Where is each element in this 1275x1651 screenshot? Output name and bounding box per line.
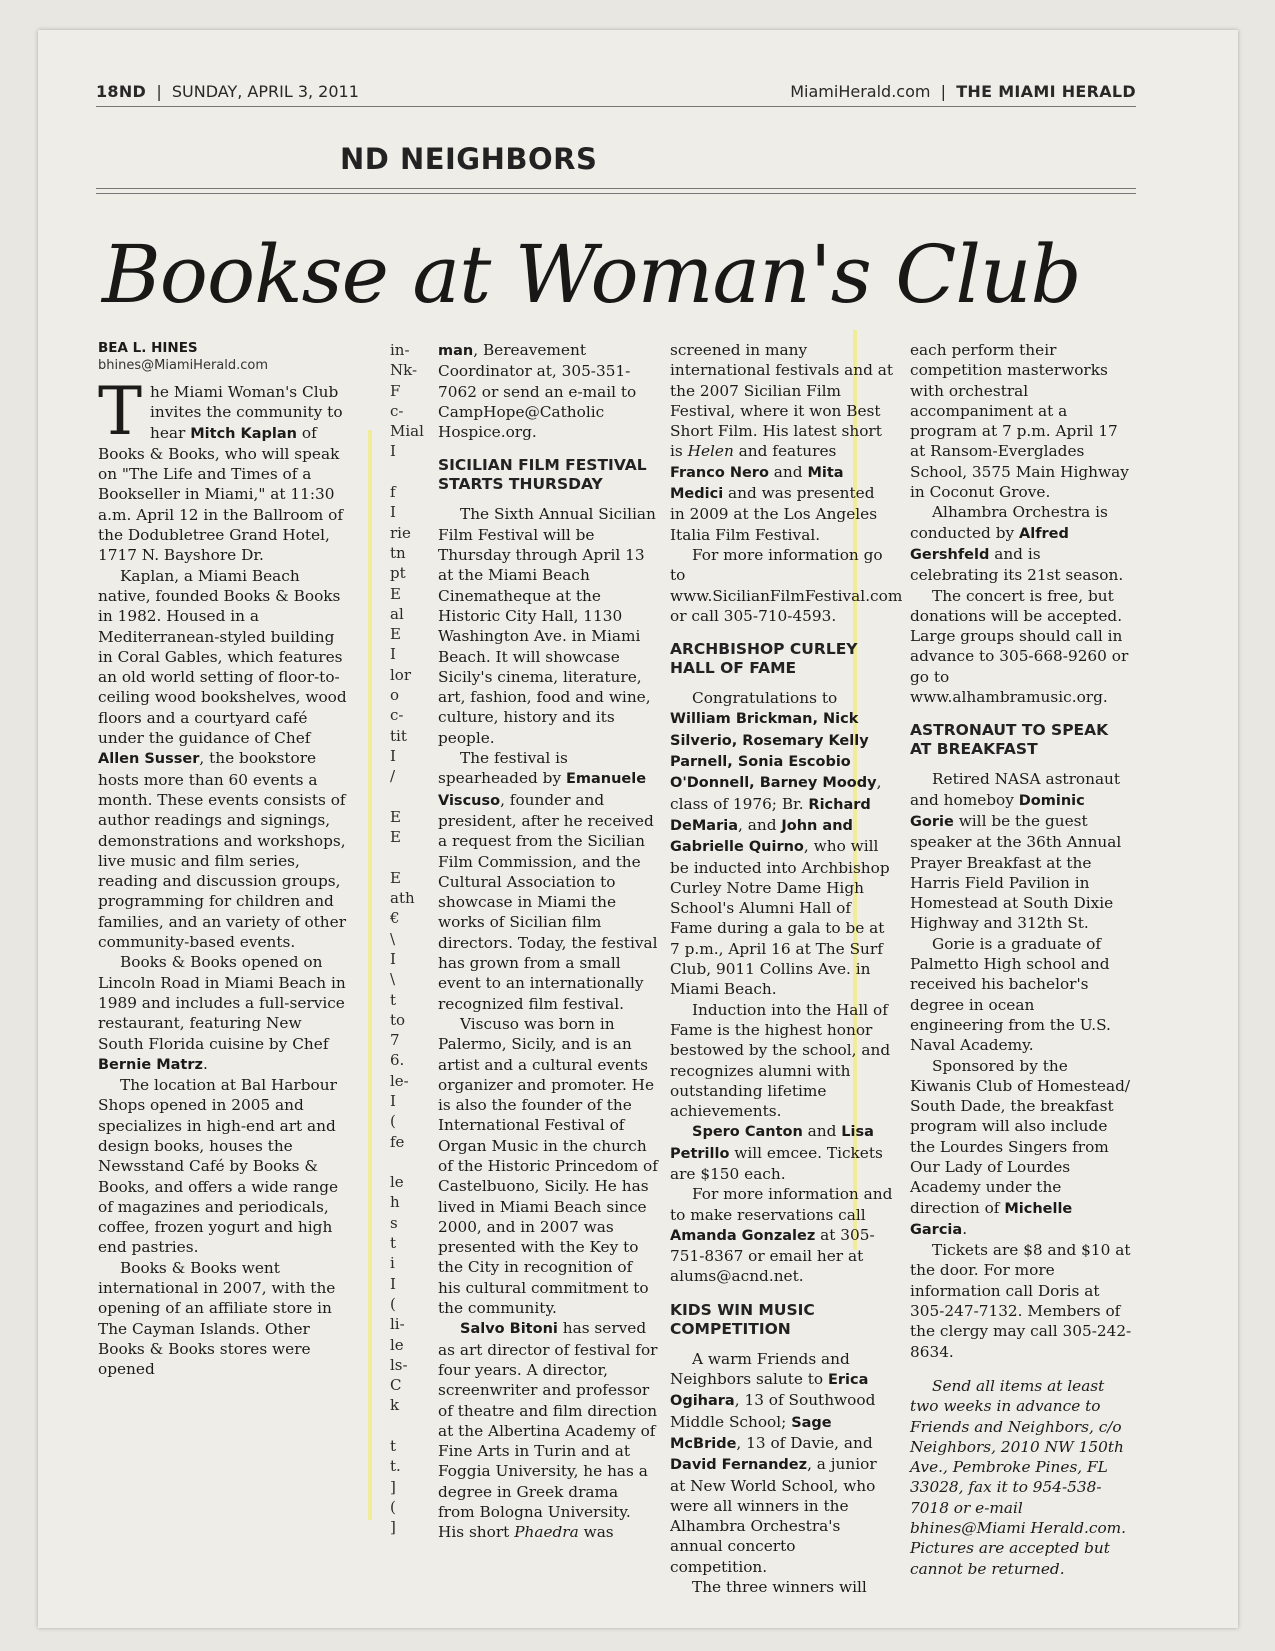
paragraph: Books & Books opened on Lincoln Road in Miami Beach in 1989 and includes a full-service restaurant, featuring New South Florida cuisine by Chef Bernie Matrz. [98,953,346,1073]
column-3 [670,340,903,1597]
paper-name: THE MIAMI HERALD [956,82,1136,101]
fragment-text: I [390,503,396,522]
fragment-text: 7 [390,1031,400,1050]
subhead-kids-music: KIDS WIN MUSIC COMPETITION [670,1300,815,1338]
paragraph: A warm Friends and Neighbors salute to Erica Ogihara, 13 of Southwood Middle School; Sage McBride, 13 of Davie, and David Fernandez, a junior at New World School, who were all winners in the Alhambra Orchestra's annual concerto competition. [670,1349,877,1576]
paragraph: For more information and to make reservations call Amanda Gonzalez at 305-751-8367 or email her at alums@acnd.net. [670,1185,893,1286]
paragraph: Sponsored by the Kiwanis Club of Homestead/ South Dade, the breakfast program will also include the Lourdes Singers from Our Lady of Lourdes Academy under the direction of Michelle Garcia. [910,1056,1131,1238]
paragraph: Congratulations to William Brickman, Nick Silverio, Rosemary Kelly Parnell, Sonia Escobio O'Donnell, Barney Moody, class of 1976; Br. Richard DeMaria, and John and Gabrielle Quirno, who will be inducted into Archbishop Curley Notre Dame High School's Alumni Hall of Fame during a gala to be at 7 p.m., April 16 at The Surf Club, 9011 Collins Ave. in Miami Beach. [670,689,890,999]
masthead-separator: | [940,82,947,101]
fragment-text: le [390,1173,404,1192]
paragraph: Gorie is a graduate of Palmetto High school and received his bachelor's degree in ocean engineering from the U.S. Naval Academy. [910,934,1111,1055]
fragment-text: in- [390,341,410,359]
highlight-mark-left [368,430,372,1520]
fragment-text: t [390,1234,397,1253]
fragment-text: C [390,1376,402,1395]
fragment-text: I [390,1091,396,1110]
fragment-text: al [390,604,404,623]
paragraph: Salvo Bitoni has served as art director of festival for four years. A director, screenwriter and professor of theatre and film direction at the Albertina Academy of Fine Arts in Turin and at Foggia University, he has a degree in Greek drama from Bologna University. His short Phaedra was [438,1319,658,1542]
fragment-text: f [390,483,396,502]
column-2 [438,340,658,1543]
paragraph: Spero Canton and Lisa Petrillo will emcee. Tickets are $150 each. [670,1122,883,1183]
fragment-text: fe [390,1132,405,1151]
masthead-separator: | [156,82,162,101]
fragment-text: ( [390,1112,396,1131]
column-4 [910,340,1132,1579]
fragment-text: ( [390,1294,396,1313]
paragraph: The location at Bal Harbour Shops opened in 2005 and specializes in high-end art and design books, houses the Newsstand Café by Books & Books, and offers a wide range of magazines and periodicals, coffee, frozen yogurt and high end pastries. [98,1076,339,1257]
fragment-text: i [390,1254,395,1273]
fragment-text: ] [390,1518,396,1537]
section-rule-bottom [96,193,1136,194]
fragment-text: E [390,625,401,644]
paragraph: Books & Books went international in 2007, with the opening of an affiliate store in The Cayman Islands. Other Books & Books stores were opened [98,1258,336,1379]
fragment-text: F [390,381,401,400]
paragraph: man, Bereavement Coordinator at, 305-351-7062 or send an e-mail to CampHope@Catholic Hospice.org. [438,341,637,442]
section-rule-top [96,188,1136,189]
paragraph: The Sixth Annual Sicilian Film Festival will be Thursday through April 13 at the Miami Beach Cinematheque at the Historic City Hall, 1130 Washington Ave. in Miami Beach. It will showcase Sicily's cinema, literature, art, fashion, food and wine, culture, history and its people. [438,505,656,747]
paragraph: Alhambra Orchestra is conducted by Alfred Gershfeld and is celebrating its 21st season. [910,503,1124,585]
fragment-text: tit [390,726,407,745]
fragment-text: k [390,1396,400,1415]
fragment-text [390,462,432,482]
subhead-archbishop-curley: ARCHBISHOP CURLEY HALL OF FAME [670,640,858,678]
fragment-text: / [390,767,396,786]
fragment-text: h [390,1193,400,1212]
fragment-text: \ [390,970,396,989]
fragment-text: I [390,442,396,461]
fragment-text: t [390,1437,397,1456]
paragraph: The festival is spearheaded by Emanuele Viscuso, founder and president, after he received a request from the Sicilian Film Commission, and the Cultural Association to showcase in Miami the works of Sicilian film directors. Today, the festival has grown from a small event to an internationally recognized film festival. [438,749,658,1013]
fragment-text: Nk- [390,361,418,380]
fragment-text: le [390,1335,404,1354]
paragraph: The three winners will [692,1578,867,1597]
fragment-text: pt [390,564,406,583]
byline-email: bhines@MiamiHerald.com [98,358,269,373]
fragment-text: ( [390,1497,396,1516]
fragment-text: c- [390,401,404,420]
fragment-text: to [390,1010,406,1029]
fragment-text: 6. [390,1051,405,1070]
paragraph: Tickets are $8 and $10 at the door. For more information call Doris at 305-247-7132. Members of the clergy may call 305-242-8634. [910,1241,1132,1361]
issue-date: SUNDAY, APRIL 3, 2011 [171,82,359,101]
fragment-text: ] [390,1477,396,1496]
subhead-sicilian-film-festival: SICILIAN FILM FESTIVAL STARTS THURSDAY [438,456,647,494]
fragment-text: E [390,868,401,887]
fragment-text: \ [390,929,396,948]
fragment-text: ls- [390,1355,408,1374]
fragment-text: lor [390,665,411,684]
fragment-text: t [390,990,397,1009]
fragment-text [390,1416,432,1436]
fragment-text: Mial [390,422,424,441]
headline: Bookse at Woman's Club [102,228,1081,321]
newspaper-page [38,30,1238,1628]
fragment-text: E [390,584,401,603]
paragraph: Induction into the Hall of Fame is the highest honor bestowed by the school, and recognizes alumni with outstanding lifetime achievements. [670,1000,891,1121]
fragment-text: c- [390,706,404,725]
column-1 [98,340,348,1380]
fragment-text: li- [390,1315,405,1334]
fragment-text [390,787,432,807]
cut-column-fragments [390,340,432,1538]
paragraph: For more information go to www.SicilianFilmFestival.com or call 305-710-4593. [670,545,903,625]
submission-notice [910,1376,1132,1579]
fragment-text: I [390,746,396,765]
drop-cap: T [98,373,143,450]
paragraph: Retired NASA astronaut and homeboy Dominic Gorie will be the guest speaker at the 36th Annual Prayer Breakfast at the Harris Field Pavilion in Homestead at South Dixie Highway and 312th St. [910,770,1122,933]
page-number: 18ND [96,82,147,101]
fragment-text: rie [390,523,411,542]
fragment-text: s [390,1213,398,1232]
fragment-text: E [390,828,401,847]
paragraph: The concert is free, but donations will be accepted. Large groups should call in advance to 305-668-9260 or go to www.alhambramusic.org. [910,586,1129,707]
fragment-text [390,847,432,867]
fragment-text: I [390,645,396,664]
paragraph: screened in many international festivals and at the 2007 Sicilian Film Festival, where it won Best Short Film. His latest short is Helen and features Franco Nero and Mita Medici and was presented in 2009 at the Los Angeles Italia Film Festival. [670,341,894,544]
site-name: MiamiHerald.com [790,82,931,101]
byline-name: BEA L. HINES [98,340,198,356]
header-rule [96,106,1136,107]
paragraph: each perform their competition masterworks with orchestral accompaniment at a program at 7 p.m. April 17 at Ransom-Everglades School, 3575 Main Highway in Coconut Grove. [910,341,1129,502]
fragment-text [390,1152,432,1172]
notice-text: Send all items at least two weeks in advance to Friends and Neighbors, c/o Neighbors, 2010 NW 150th Ave., Pembroke Pines, FL 33028, fax it to 954-538-7018 or e-mail bhines@Miami Herald.com. Pictures are accepted but cannot be returned. [910,1376,1127,1578]
masthead-right [790,82,1136,101]
subhead-astronaut: ASTRONAUT TO SPEAK AT BREAKFAST [910,721,1109,759]
masthead-left [96,82,359,101]
section-title: ND NEIGHBORS [340,142,598,176]
fragment-text: € [390,909,400,928]
fragment-text: I [390,1274,396,1293]
paragraph: Kaplan, a Miami Beach native, founded Books & Books in 1982. Housed in a Mediterranean-styled building in Coral Gables, which features an old world setting of floor-to-ceiling wood bookshelves, wood floors and a courtyard café under the guidance of Chef Allen Susser, the bookstore hosts more than 60 events a month. These events consists of author readings and signings, demonstrations and workshops, live music and film series, reading and discussion groups, programming for children and families, and an variety of other community-based events. [98,566,347,952]
paragraph: The Miami Woman's Club invites the community to hear Mitch Kaplan of Books & Books, who will speak on "The Life and Times of a Bookseller in Miami," at 11:30 a.m. April 12 in the Ballroom of the Dodubletree Grand Hotel, 1717 N. Bayshore Dr. [98,373,343,565]
paragraph: Viscuso was born in Palermo, Sicily, and is an artist and a cultural events organizer and promoter. He is also the founder of the International Festival of Organ Music in the church of the Historic Princedom of Castelbuono, Sicily. He has lived in Miami Beach since 2000, and in 2007 was presented with the Key to the City in recognition of his cultural commitment to the community. [438,1014,658,1318]
fragment-text: o [390,686,400,705]
fragment-text: E [390,807,401,826]
fragment-text: ath [390,889,415,908]
fragment-text: I [390,949,396,968]
fragment-text: le- [390,1071,409,1090]
fragment-text: t. [390,1457,401,1476]
fragment-text: tn [390,543,406,562]
